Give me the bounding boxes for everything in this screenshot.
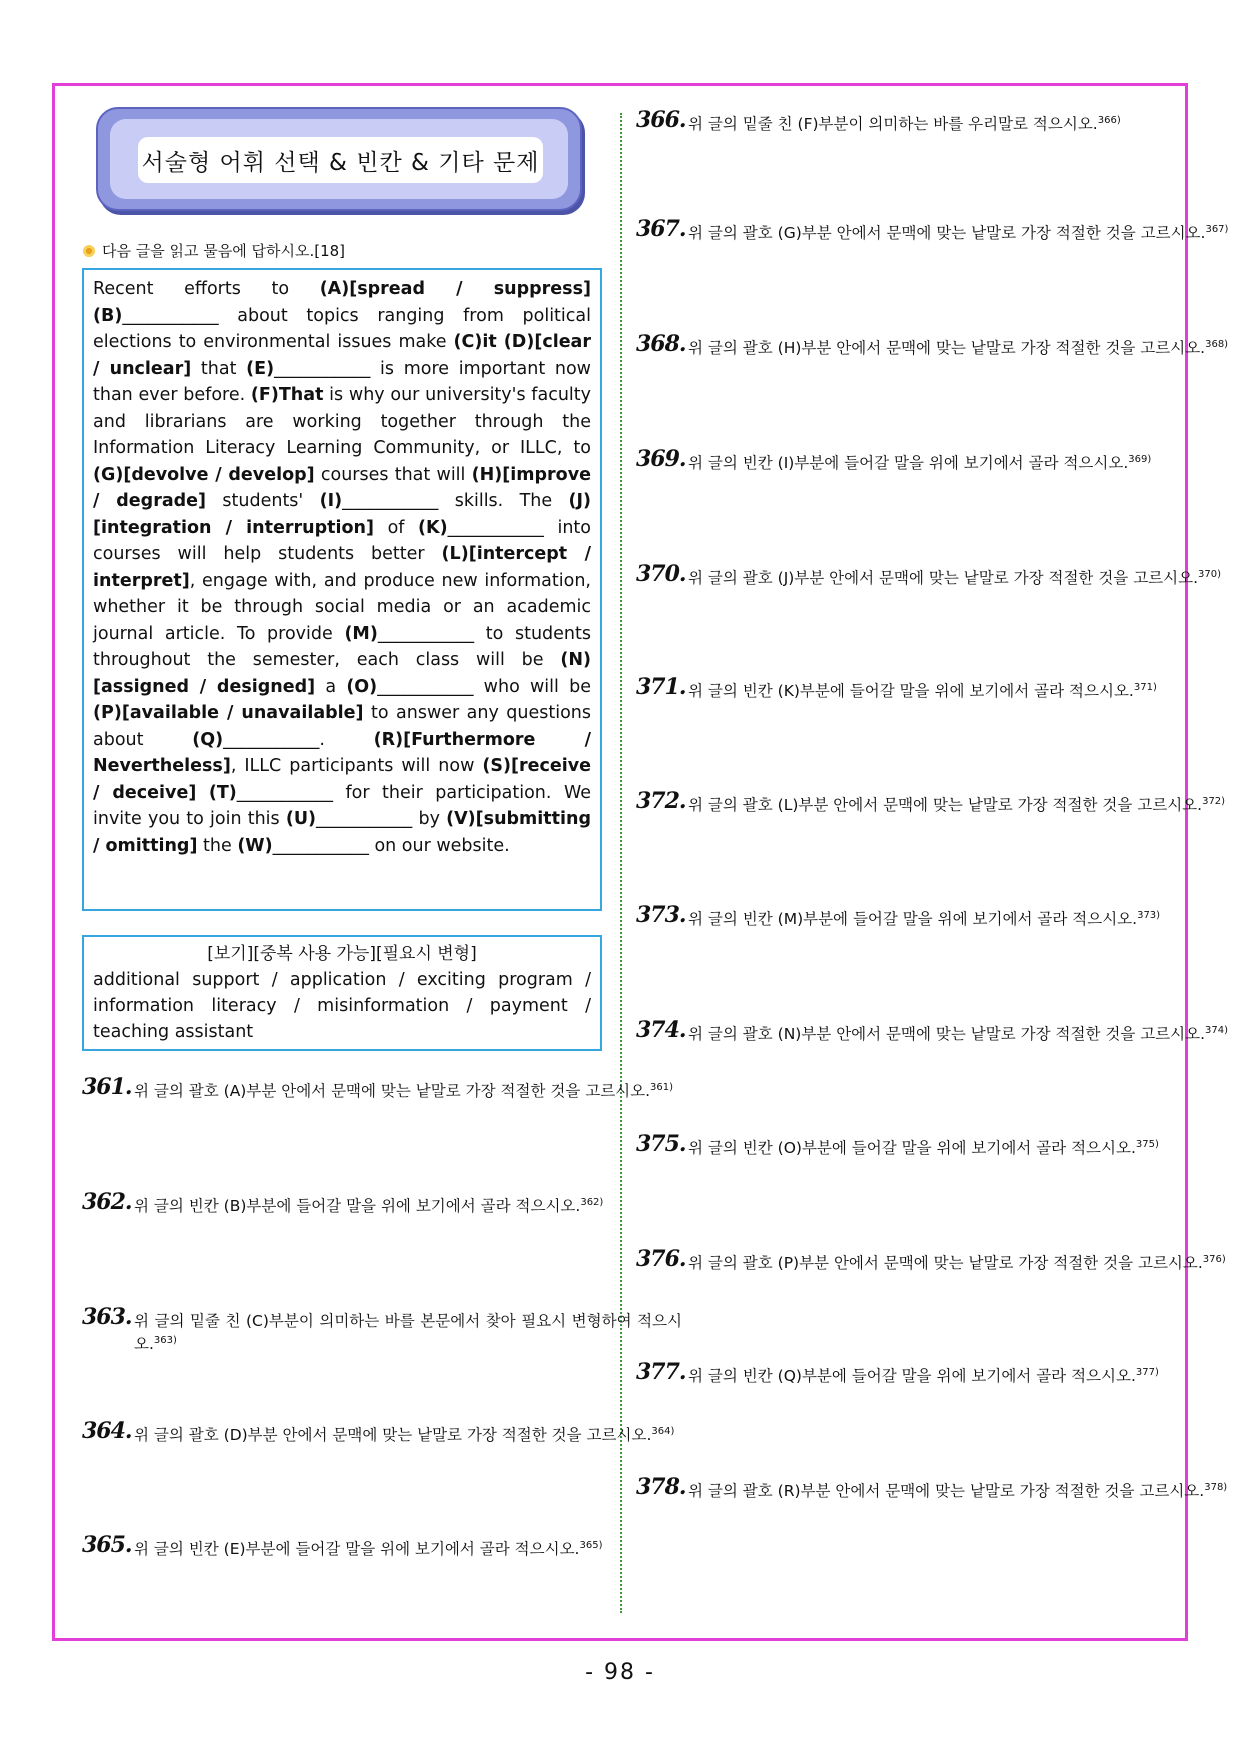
passage-segment: of xyxy=(373,517,419,538)
question-text: 위 글의 빈칸 (B)부분에 들어갈 말을 위에 보기에서 골라 적으시오. xyxy=(134,1197,581,1215)
passage-segment: (E) xyxy=(246,358,275,379)
passage-segment: ___________ skills. The xyxy=(342,491,569,511)
instruction xyxy=(82,240,345,261)
question-footnote-ref: 377) xyxy=(1135,1366,1159,1378)
question-number: 361. xyxy=(82,1074,132,1100)
passage-segment: ___________ by xyxy=(316,809,447,829)
passage-segment: ___________ into courses will help students better xyxy=(93,517,591,564)
question-text-block xyxy=(688,908,1232,931)
passage-segment: ___________ to students throughout the semester, each class will be xyxy=(93,623,591,670)
passage-segment: ___________ who will be xyxy=(377,676,591,697)
question-text-block xyxy=(688,222,1232,245)
passage-segment: to answer any questions about xyxy=(93,703,592,750)
question-text: 위 글의 괄호 (J)부분 안에서 문맥에 맞는 낱말로 가장 적절한 것을 고르시오. xyxy=(688,569,1199,587)
passage-segment: , ILLC participants will now xyxy=(230,756,483,776)
passage-segment: Recent efforts to xyxy=(93,279,320,299)
instruction-text: 다음 글을 읽고 물음에 답하시오.[18] xyxy=(102,242,346,260)
passage-segment: (I) xyxy=(319,491,343,511)
question-number: 371. xyxy=(636,674,686,700)
question-text: 위 글의 밑줄 친 (F)부분이 의미하는 바를 우리말로 적으시오. xyxy=(688,115,1098,133)
question-text-block xyxy=(688,1023,1232,1046)
question-number: 377. xyxy=(636,1359,686,1385)
question-number: 374. xyxy=(636,1017,686,1043)
question-number: 365. xyxy=(82,1532,132,1558)
title-badge-inner-frame xyxy=(110,119,568,199)
question-footnote-ref: 373) xyxy=(1137,909,1161,921)
question-footnote-ref: 366) xyxy=(1097,114,1121,126)
passage-segment: the xyxy=(197,835,238,856)
passage-segment: , engage with, and produce new information, whether it be through social media or an academic journal article. To provide xyxy=(93,570,591,644)
question-text: 위 글의 괄호 (G)부분 안에서 문맥에 맞는 낱말로 가장 적절한 것을 고르시오. xyxy=(688,224,1206,242)
question-footnote-ref: 371) xyxy=(1133,681,1157,693)
question-text: 위 글의 괄호 (D)부분 안에서 문맥에 맞는 낱말로 가장 적절한 것을 고르시오. xyxy=(134,1426,652,1444)
passage-segment: ___________ is more important now than ever before. xyxy=(93,358,591,405)
question-number: 376. xyxy=(636,1246,686,1272)
question-text: 위 글의 빈칸 (E)부분에 들어갈 말을 위에 보기에서 골라 적으시오. xyxy=(134,1540,580,1558)
question-text-block xyxy=(688,567,1232,590)
passage-segment xyxy=(196,783,209,803)
section-title: 서술형 어휘 선택 & 빈칸 & 기타 문제 xyxy=(138,137,543,183)
question-text-block xyxy=(688,1252,1232,1275)
question-text: 위 글의 괄호 (L)부분 안에서 문맥에 맞는 낱말로 가장 적절한 것을 고르시오. xyxy=(688,796,1203,814)
question-footnote-ref: 369) xyxy=(1128,453,1152,465)
question-footnote-ref: 365) xyxy=(579,1539,603,1551)
flower-bullet-icon xyxy=(82,244,96,258)
passage-segment: (N)[assigned / designed] xyxy=(93,650,591,697)
word-bank-words: additional support / application / exciting program / information literacy / misinformation / payment / teaching assistant xyxy=(93,970,591,1042)
question-text-block xyxy=(134,1310,682,1356)
question-text: 위 글의 빈칸 (M)부분에 들어갈 말을 위에 보기에서 골라 적으시오. xyxy=(688,910,1138,928)
question-footnote-ref: 374) xyxy=(1205,1024,1229,1036)
question-number: 378. xyxy=(636,1474,686,1500)
question-text: 위 글의 빈칸 (Q)부분에 들어갈 말을 위에 보기에서 골라 적으시오. xyxy=(688,1367,1136,1385)
column-divider xyxy=(620,113,622,1613)
passage-segment: (D)[clear / unclear] xyxy=(93,332,591,379)
question-text-block xyxy=(688,113,1232,136)
passage-segment: (J)[integration / interruption] xyxy=(93,491,592,538)
question-number: 373. xyxy=(636,902,686,928)
question-footnote-ref: 368) xyxy=(1205,338,1229,350)
question-text-block xyxy=(688,452,1232,475)
question-text: 위 글의 빈칸 (O)부분에 들어갈 말을 위에 보기에서 골라 적으시오. xyxy=(688,1139,1136,1157)
question-text-block xyxy=(688,794,1232,817)
passage-segment: (W) xyxy=(237,835,273,856)
passage-segment: (K) xyxy=(418,517,448,538)
passage-segment: that xyxy=(191,358,247,379)
question-text: 위 글의 괄호 (P)부분 안에서 문맥에 맞는 낱말로 가장 적절한 것을 고르시오. xyxy=(688,1254,1203,1272)
passage-segment: (Q) xyxy=(192,729,224,750)
question-text: 위 글의 빈칸 (I)부분에 들어갈 말을 위에 보기에서 골라 적으시오. xyxy=(688,454,1129,472)
question-text-block xyxy=(134,1080,682,1103)
passage-segment: ___________ about topics ranging from political elections to environmental issues make xyxy=(93,305,591,352)
question-footnote-ref: 375) xyxy=(1135,1138,1159,1150)
passage-segment: (G)[devolve / develop] xyxy=(93,464,315,485)
question-number: 375. xyxy=(636,1131,686,1157)
word-bank-title: [보기][중복 사용 가능][필요시 변형] xyxy=(207,944,477,964)
question-number: 368. xyxy=(636,331,686,357)
question-text: 위 글의 괄호 (H)부분 안에서 문맥에 맞는 낱말로 가장 적절한 것을 고르시오. xyxy=(688,339,1206,357)
question-number: 366. xyxy=(636,107,686,133)
passage-segment: courses that will xyxy=(314,464,472,485)
passage-segment: (V)[submitting / omitting] xyxy=(93,809,591,856)
question-number: 367. xyxy=(636,216,686,242)
question-number: 362. xyxy=(82,1189,132,1215)
passage-segment: (R)[Furthermore / Nevertheless] xyxy=(93,729,591,776)
passage-segment: (A)[spread / suppress] xyxy=(319,279,591,299)
passage-segment: (F)That xyxy=(250,385,324,405)
passage-segment: (L)[intercept / interpret] xyxy=(93,544,591,591)
passage-segment xyxy=(497,332,504,352)
passage-segment: (U) xyxy=(285,809,317,829)
question-text: 위 글의 밑줄 친 (C)부분이 의미하는 바를 본문에서 찾아 필요시 변형하여 적으시오. xyxy=(134,1312,682,1353)
passage-segment: students' xyxy=(206,491,320,511)
question-footnote-ref: 364) xyxy=(651,1425,675,1437)
word-bank-box xyxy=(82,935,602,1051)
question-text-block xyxy=(688,680,1232,703)
question-number: 363. xyxy=(82,1304,132,1330)
question-text: 위 글의 빈칸 (K)부분에 들어갈 말을 위에 보기에서 골라 적으시오. xyxy=(688,682,1134,700)
passage-segment: (S)[receive / deceive] xyxy=(93,756,591,803)
passage-segment: (C)it xyxy=(453,332,497,352)
question-text-block xyxy=(688,1480,1232,1503)
passage-segment: is why our university's faculty and librarians are working together through the Information Literacy Learning Community, or ILLC, to xyxy=(93,385,591,458)
question-footnote-ref: 361) xyxy=(650,1081,674,1093)
question-footnote-ref: 378) xyxy=(1204,1481,1228,1493)
question-number: 369. xyxy=(636,446,686,472)
page-number: - 98 - xyxy=(585,1660,655,1685)
question-text: 위 글의 괄호 (A)부분 안에서 문맥에 맞는 낱말로 가장 적절한 것을 고르시오. xyxy=(134,1082,651,1100)
question-number: 364. xyxy=(82,1418,132,1444)
question-footnote-ref: 363) xyxy=(153,1334,177,1346)
question-text: 위 글의 괄호 (N)부분 안에서 문맥에 맞는 낱말로 가장 적절한 것을 고르시오. xyxy=(688,1025,1206,1043)
question-text-block xyxy=(688,337,1232,360)
question-text-block xyxy=(134,1538,682,1561)
question-footnote-ref: 362) xyxy=(580,1196,604,1208)
passage-segment: a xyxy=(315,676,347,697)
question-footnote-ref: 372) xyxy=(1202,795,1226,807)
passage-segment: (B) xyxy=(93,305,123,326)
passage-segment: (O) xyxy=(346,676,378,697)
question-text-block xyxy=(134,1195,682,1218)
question-text: 위 글의 괄호 (R)부분 안에서 문맥에 맞는 낱말로 가장 적절한 것을 고르시오. xyxy=(688,1482,1205,1500)
question-text-block xyxy=(134,1424,682,1447)
question-text-block xyxy=(688,1365,1232,1388)
question-text-block xyxy=(688,1137,1232,1160)
question-footnote-ref: 367) xyxy=(1205,223,1229,235)
passage-segment: (H)[improve / degrade] xyxy=(93,464,591,511)
question-footnote-ref: 370) xyxy=(1198,568,1222,580)
reading-passage xyxy=(82,268,602,911)
passage-segment: ___________. xyxy=(223,729,374,750)
passage-segment: (T) xyxy=(208,782,237,803)
passage-segment: ___________ for their participation. We invite you to join this xyxy=(93,782,591,829)
question-number: 370. xyxy=(636,561,686,587)
question-number: 372. xyxy=(636,788,686,814)
title-badge xyxy=(96,107,582,211)
passage-segment: (P)[available / unavailable] xyxy=(93,703,364,723)
passage-segment: ___________ on our website. xyxy=(272,835,510,856)
passage-segment: (M) xyxy=(344,623,378,644)
question-footnote-ref: 376) xyxy=(1202,1253,1226,1265)
